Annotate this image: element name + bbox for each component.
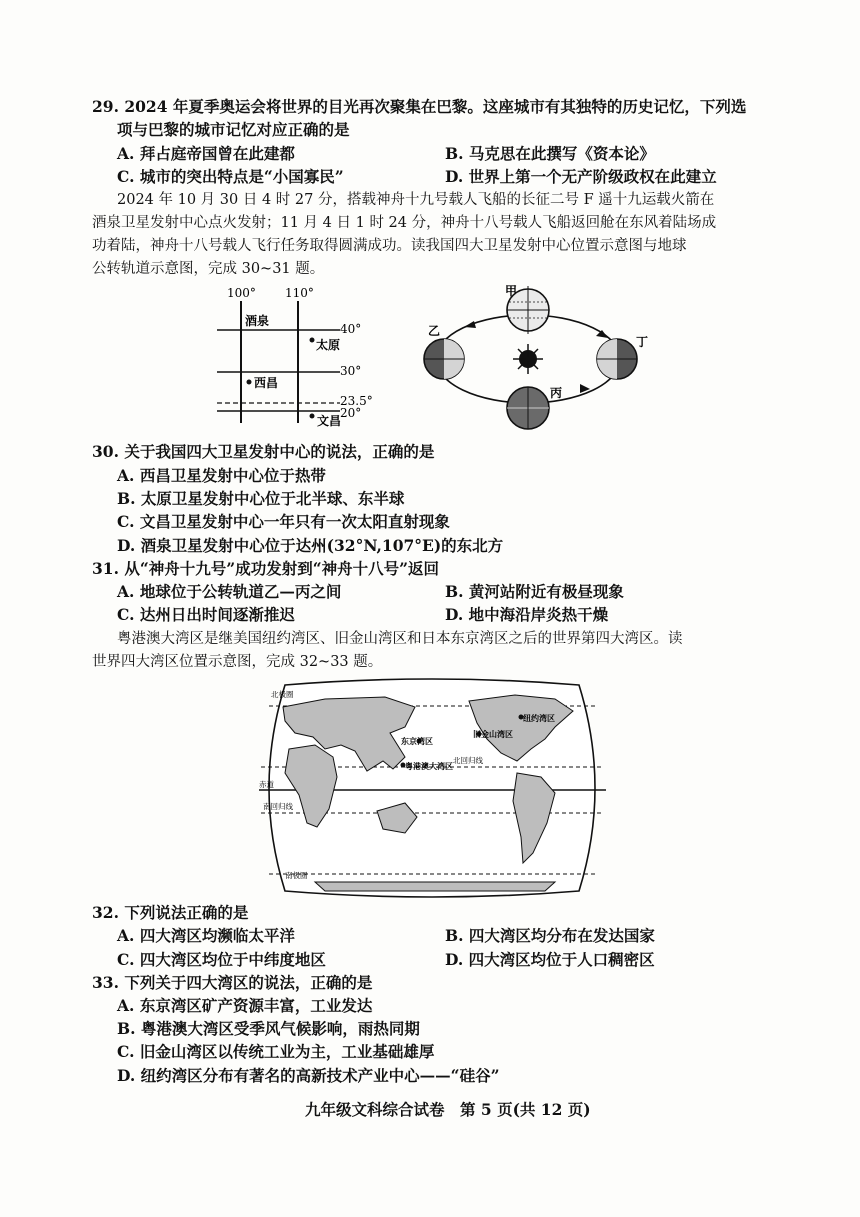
sf-bay-label: 旧金山湾区 (473, 730, 513, 739)
taiyuan-dot (310, 338, 315, 343)
jia-label: 甲 (505, 284, 518, 298)
page-footer: 九年级文科综合试卷 第 5 页(共 12 页) (305, 1100, 591, 1119)
arctic-circle-label: 北极圈 (271, 690, 294, 699)
lon-110-label: 110° (285, 286, 314, 300)
q32-stem: 32. 下列说法正确的是 (92, 903, 249, 922)
q31-stem: 31. 从“神舟十九号”成功发射到“神舟十八号”返回 (92, 559, 440, 578)
ding-label: 丁 (636, 335, 649, 349)
xichang-dot (247, 380, 252, 385)
q31-option-d: D. 地中海沿岸炎热干燥 (445, 605, 609, 624)
q31-option-b: B. 黄河站附近有极昼现象 (445, 582, 624, 601)
passage1-line3: 功着陆，神舟十八号载人飞行任务取得圆满成功。读我国四大卫星发射中心位置示意图与地球 (92, 238, 687, 254)
tokyo-bay-label: 东京湾区 (401, 737, 433, 746)
xichang-label: 西昌 (254, 376, 279, 390)
lat-30-label: 30° (340, 364, 362, 378)
q32-option-a: A. 四大湾区均濒临太平洋 (117, 926, 295, 945)
yi-label: 乙 (428, 324, 441, 338)
lon-100-label: 100° (227, 286, 256, 300)
ny-bay-label: 纽约湾区 (523, 714, 555, 723)
sun-icon (513, 344, 543, 374)
world-bay-areas-map (255, 677, 610, 899)
wenchang-dot (310, 414, 315, 419)
tropic-capricorn-label: 南回归线 (263, 802, 293, 811)
q29-option-d: D. 世界上第一个无产阶级政权在此建立 (445, 167, 717, 186)
passage1-line1: 2024 年 10 月 30 日 4 时 27 分，搭载神舟十九号载人飞船的长征二号 F 遥十九运载火箭在 (117, 192, 715, 208)
earth-ding-icon (597, 339, 637, 379)
earth-yi-icon (424, 339, 464, 379)
q33-option-a: A. 东京湾区矿产资源丰富，工业发达 (117, 996, 373, 1015)
q29-option-a: A. 拜占庭帝国曾在此建都 (117, 144, 295, 163)
q29-stem-line2: 项与巴黎的城市记忆对应正确的是 (117, 120, 350, 139)
jiuquan-label: 酒泉 (245, 314, 270, 328)
launch-centers-figure (205, 283, 390, 433)
antarctica-shape (315, 882, 555, 891)
tropic-cancer-label: 北回归线 (453, 756, 483, 765)
q31-option-a: A. 地球位于公转轨道乙—丙之间 (117, 582, 342, 601)
antarctic-circle-label: 南极圈 (285, 871, 308, 880)
passage1-line4: 公转轨道示意图，完成 30~31 题。 (92, 261, 325, 277)
q32-option-d: D. 四大湾区均位于人口稠密区 (445, 950, 655, 969)
lat-23-5-label: 23.5° (340, 394, 373, 408)
equator-label: 赤道 (259, 780, 274, 789)
earth-bing-icon (507, 387, 549, 429)
q30-option-c: C. 文昌卫星发射中心一年只有一次太阳直射现象 (117, 512, 450, 531)
q29-option-c: C. 城市的突出特点是“小国寡民” (117, 167, 344, 186)
q33-option-c: C. 旧金山湾区以传统工业为主，工业基础雄厚 (117, 1042, 435, 1061)
q30-option-d: D. 酒泉卫星发射中心位于达州(32°N,107°E)的东北方 (117, 536, 504, 555)
lat-40-label: 40° (340, 322, 362, 336)
q32-option-b: B. 四大湾区均分布在发达国家 (445, 926, 655, 945)
orbit-figure (412, 280, 667, 445)
q30-option-a: A. 西昌卫星发射中心位于热带 (117, 466, 326, 485)
taiyuan-label: 太原 (316, 338, 341, 352)
q33-stem: 33. 下列关于四大湾区的说法，正确的是 (92, 973, 373, 992)
q30-stem: 30. 关于我国四大卫星发射中心的说法，正确的是 (92, 442, 435, 461)
q33-option-d: D. 纽约湾区分布有著名的高新技术产业中心——“硅谷” (117, 1066, 500, 1085)
passage1-line2: 酒泉卫星发射中心点火发射；11 月 4 日 1 时 24 分，神舟十八号载人飞船返回舱在东风着陆场成 (92, 215, 717, 231)
q32-option-c: C. 四大湾区均位于中纬度地区 (117, 950, 326, 969)
passage2-line2: 世界四大湾区位置示意图，完成 32~33 题。 (92, 654, 383, 670)
q33-option-b: B. 粤港澳大湾区受季风气候影响，雨热同期 (117, 1019, 420, 1038)
q31-option-c: C. 达州日出时间逐渐推迟 (117, 605, 295, 624)
wenchang-label: 文昌 (317, 414, 342, 428)
passage2-line1: 粤港澳大湾区是继美国纽约湾区、旧金山湾区和日本东京湾区之后的世界第四大湾区。读 (117, 631, 683, 647)
lat-20-label: 20° (340, 406, 362, 420)
gba-label: 粤港澳大湾区 (405, 762, 453, 771)
q29-option-b: B. 马克思在此撰写《资本论》 (445, 144, 655, 163)
bing-label: 丙 (550, 386, 563, 400)
q29-stem-line1: 29. 2024 年夏季奥运会将世界的目光再次聚集在巴黎。这座城市有其独特的历史记忆，下列选 (92, 97, 747, 116)
q30-option-b: B. 太原卫星发射中心位于北半球、东半球 (117, 489, 405, 508)
